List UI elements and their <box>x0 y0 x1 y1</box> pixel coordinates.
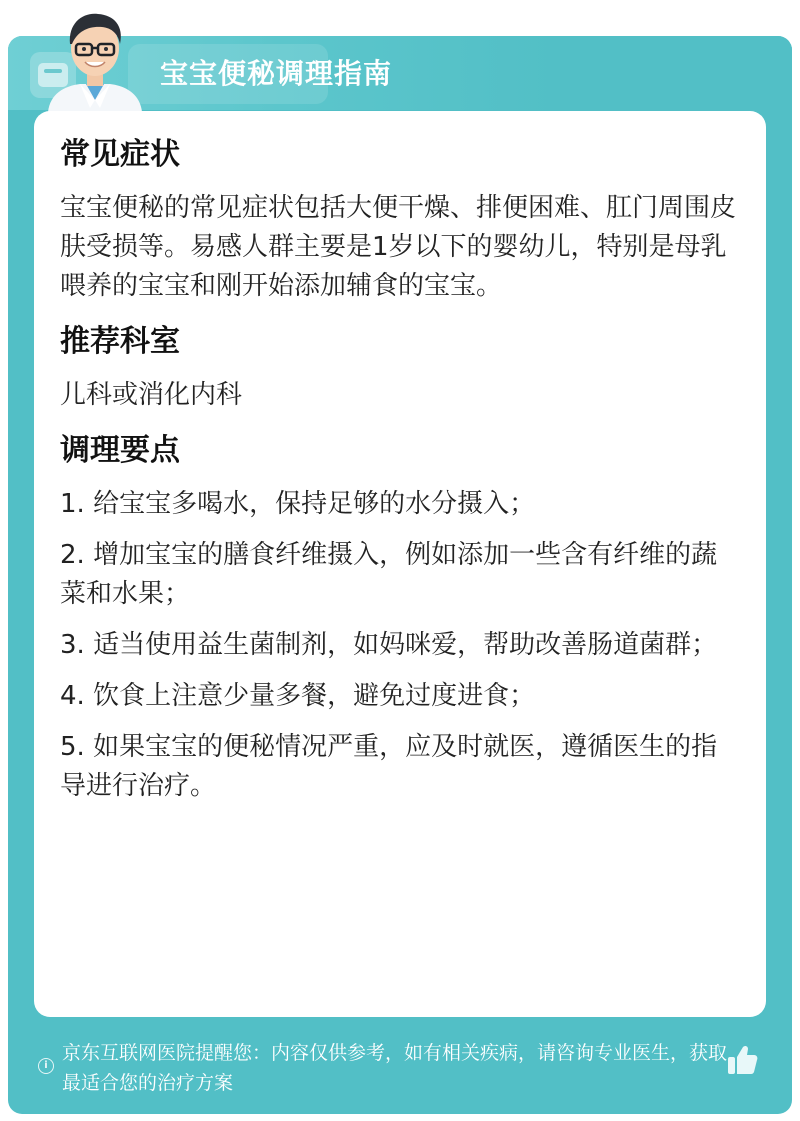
doctor-avatar-icon <box>40 8 150 112</box>
content-card <box>34 111 766 1017</box>
list-item: 1. 给宝宝多喝水，保持足够的水分摄入； <box>60 489 536 519</box>
section-body-symptoms: 宝宝便秘的常见症状包括大便干燥、排便困难、肛门周围皮肤受损等。易感人群主要是1岁以下的婴幼儿，特别是母乳喂养的宝宝和刚开始添加辅食的宝宝。 <box>60 193 737 301</box>
footer-notice <box>8 1038 792 1114</box>
section-body-department: 儿科或消化内科 <box>60 380 243 410</box>
info-icon: i <box>38 1058 54 1074</box>
list-item: 5. 如果宝宝的便秘情况严重，应及时就医，遵循医生的指导进行治疗。 <box>60 732 718 801</box>
section-heading-tips: 调理要点 <box>60 433 180 468</box>
footer-notice-text: 京东互联网医院提醒您：内容仅供参考，如有相关疾病，请咨询专业医生，获取最适合您的治疗方案 <box>62 1042 728 1094</box>
thumbs-up-icon[interactable] <box>724 1042 760 1078</box>
list-item: 2. 增加宝宝的膳食纤维摄入，例如添加一些含有纤维的蔬菜和水果； <box>60 540 718 609</box>
section-heading-department: 推荐科室 <box>60 324 180 359</box>
list-item: 4. 饮食上注意少量多餐，避免过度进食； <box>60 681 536 711</box>
tips-list <box>60 485 740 806</box>
page-title: 宝宝便秘调理指南 <box>160 57 393 90</box>
list-item: 3. 适当使用益生菌制剂，如妈咪爱，帮助改善肠道菌群； <box>60 630 718 660</box>
section-heading-symptoms: 常见症状 <box>60 137 180 172</box>
